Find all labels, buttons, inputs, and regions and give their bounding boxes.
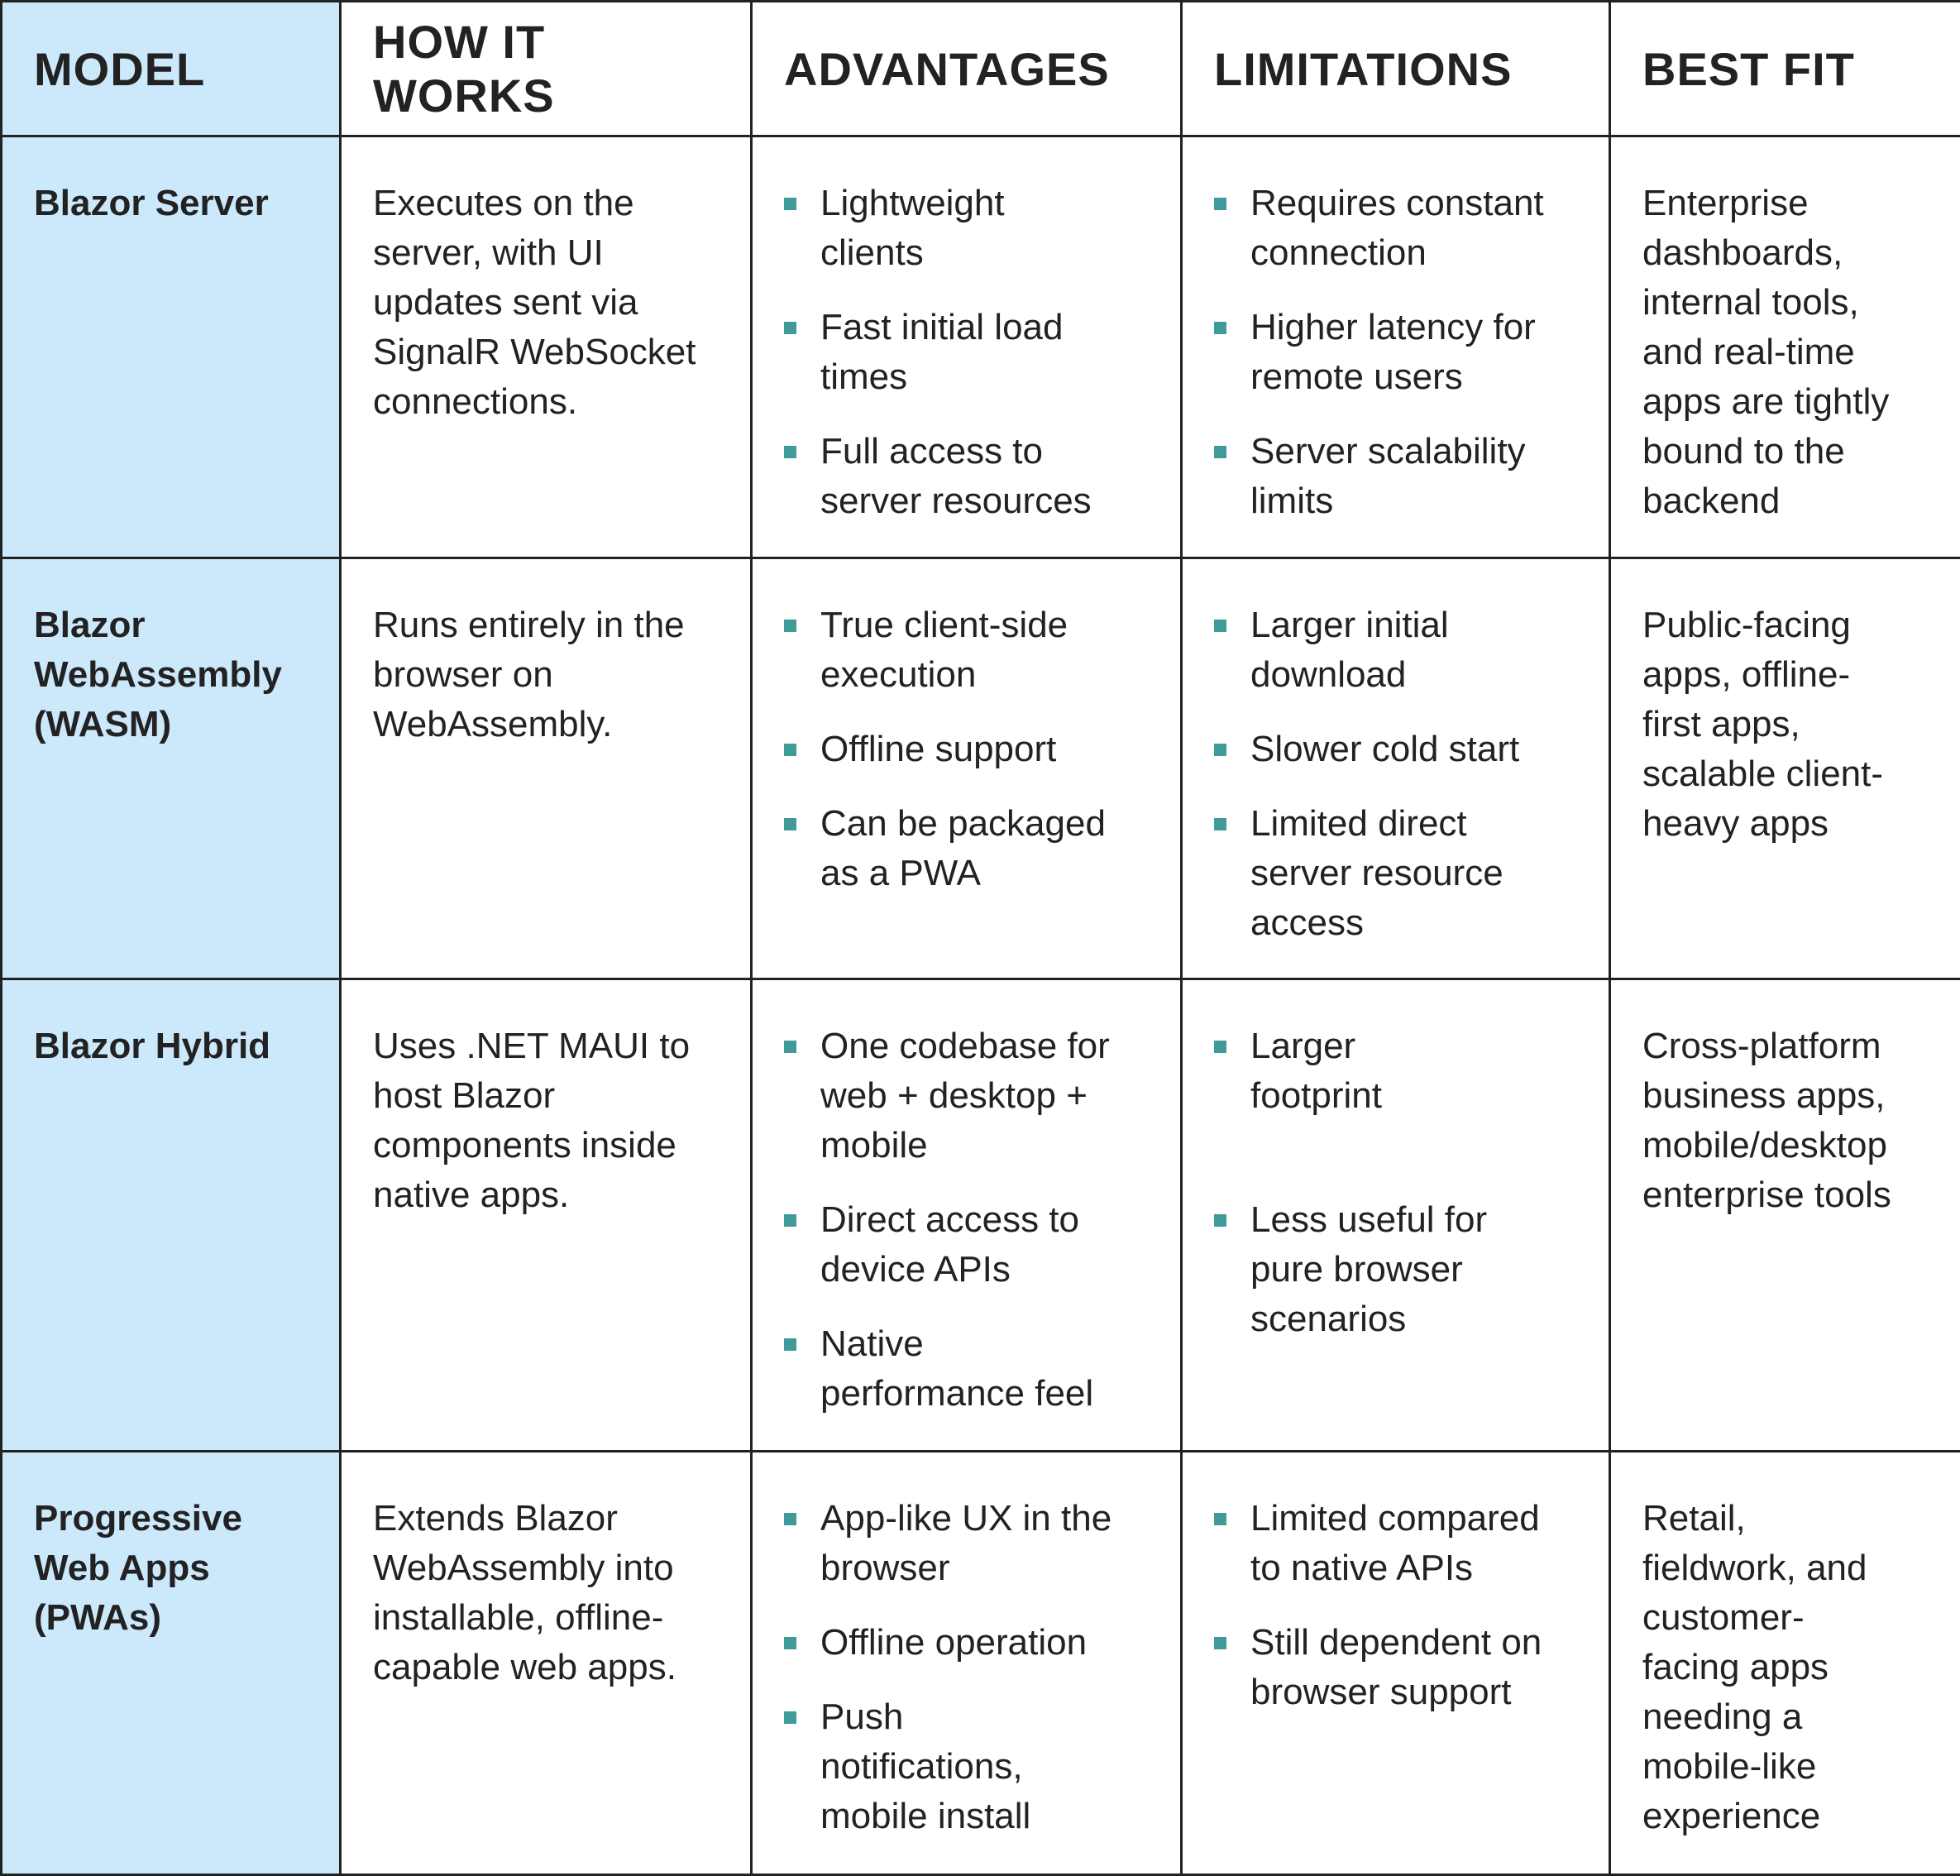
- list-item-text: One codebase for web + desktop + mobile: [820, 1026, 1110, 1165]
- list-item-text: Limited direct server resource access: [1250, 803, 1503, 943]
- how-it-works-cell: Runs entirely in the browser on WebAssembly.: [341, 558, 752, 979]
- bullet-square-icon: [784, 446, 796, 458]
- list-item-text: Slower cold start: [1250, 729, 1519, 769]
- bullet-square-icon: [1214, 1637, 1226, 1649]
- list-item: [1214, 303, 1584, 402]
- list-item-text: Full access to server resources: [820, 431, 1092, 521]
- best-fit-cell: Cross-platform business apps, mobile/desktop enterprise tools: [1610, 979, 1960, 1452]
- list-item: [1214, 1618, 1584, 1717]
- header-model: MODEL: [2, 2, 341, 136]
- header-advantages: ADVANTAGES: [752, 2, 1182, 136]
- advantages-list: [784, 179, 1155, 526]
- bullet-square-icon: [784, 620, 796, 632]
- bullet-square-icon: [1214, 198, 1226, 210]
- header-row: [2, 2, 1960, 136]
- model-cell: Blazor Hybrid: [2, 979, 341, 1452]
- list-item-text: True client-side execution: [820, 605, 1068, 695]
- bullet-square-icon: [1214, 322, 1226, 334]
- list-item: [784, 1319, 1155, 1419]
- best-fit-cell: Retail, fieldwork, and customer- facing apps needing a mobile-like experience: [1610, 1452, 1960, 1875]
- list-item: [1214, 427, 1584, 526]
- model-cell: Blazor WebAssembly (WASM): [2, 558, 341, 979]
- bullet-square-icon: [784, 818, 796, 830]
- bullet-square-icon: [784, 1711, 796, 1724]
- limitations-list: [1214, 1494, 1584, 1717]
- table-row: [2, 1452, 1960, 1875]
- list-item: [784, 1494, 1155, 1593]
- limitations-cell: [1182, 979, 1610, 1452]
- limitations-cell: [1182, 136, 1610, 558]
- header-how-it-works: HOW IT WORKS: [341, 2, 752, 136]
- list-item-text: Offline operation: [820, 1622, 1087, 1663]
- bullet-square-icon: [784, 1214, 796, 1227]
- bullet-square-icon: [784, 1338, 796, 1351]
- best-fit-cell: Public-facing apps, offline- first apps, scalable client- heavy apps: [1610, 558, 1960, 979]
- table-row: [2, 558, 1960, 979]
- advantages-list: [784, 601, 1155, 898]
- bullet-square-icon: [1214, 1041, 1226, 1053]
- bullet-square-icon: [784, 1513, 796, 1525]
- model-cell: Progressive Web Apps (PWAs): [2, 1452, 341, 1875]
- list-item-text: Larger initial download: [1250, 605, 1449, 695]
- list-item: [784, 427, 1155, 526]
- bullet-square-icon: [784, 198, 796, 210]
- list-item: [784, 179, 1155, 278]
- advantages-cell: [752, 558, 1182, 979]
- limitations-list: [1214, 601, 1584, 948]
- list-item: [784, 1618, 1155, 1668]
- list-item: [1214, 725, 1584, 774]
- header-limitations: LIMITATIONS: [1182, 2, 1610, 136]
- list-item: [784, 1692, 1155, 1841]
- bullet-square-icon: [784, 322, 796, 334]
- limitations-list: [1214, 179, 1584, 526]
- advantages-cell: [752, 136, 1182, 558]
- bullet-square-icon: [1214, 818, 1226, 830]
- table-row: [2, 979, 1960, 1452]
- list-item-text: Push notifications, mobile install: [820, 1697, 1030, 1836]
- bullet-square-icon: [1214, 744, 1226, 756]
- list-item-text: Still dependent on browser support: [1250, 1622, 1542, 1712]
- how-it-works-cell: Executes on the server, with UI updates sent via SignalR WebSocket connections.: [341, 136, 752, 558]
- list-item-text: Native performance feel: [820, 1323, 1093, 1414]
- list-item: [784, 725, 1155, 774]
- bullet-square-icon: [1214, 620, 1226, 632]
- advantages-list: [784, 1022, 1155, 1419]
- bullet-square-icon: [784, 1041, 796, 1053]
- bullet-square-icon: [1214, 446, 1226, 458]
- advantages-cell: [752, 1452, 1182, 1875]
- bullet-square-icon: [1214, 1513, 1226, 1525]
- list-item-text: App-like UX in the browser: [820, 1498, 1111, 1588]
- limitations-cell: [1182, 558, 1610, 979]
- list-item: [1214, 601, 1584, 700]
- list-item-text: Direct access to device APIs: [820, 1199, 1079, 1290]
- limitations-list: [1214, 1022, 1584, 1344]
- table-row: [2, 136, 1960, 558]
- list-item: [784, 303, 1155, 402]
- list-item: [784, 799, 1155, 898]
- list-item-text: Fast initial load times: [820, 307, 1063, 397]
- model-cell: Blazor Server: [2, 136, 341, 558]
- list-item: [1214, 1022, 1584, 1121]
- list-item-text: Limited compared to native APIs: [1250, 1498, 1540, 1588]
- list-item: [1214, 1494, 1584, 1593]
- list-item: [1214, 799, 1584, 948]
- list-item-text: Offline support: [820, 729, 1056, 769]
- bullet-square-icon: [784, 1637, 796, 1649]
- list-item-text: Can be packaged as a PWA: [820, 803, 1106, 893]
- list-item: [784, 601, 1155, 700]
- advantages-list: [784, 1494, 1155, 1841]
- list-item-text: Lightweight clients: [820, 183, 1005, 273]
- best-fit-cell: Enterprise dashboards, internal tools, and real-time apps are tightly bound to the backend: [1610, 136, 1960, 558]
- advantages-cell: [752, 979, 1182, 1452]
- limitations-cell: [1182, 1452, 1610, 1875]
- bullet-square-icon: [784, 744, 796, 756]
- how-it-works-cell: Extends Blazor WebAssembly into installable, offline- capable web apps.: [341, 1452, 752, 1875]
- list-item: [784, 1195, 1155, 1295]
- list-item-text: Higher latency for remote users: [1250, 307, 1536, 397]
- list-item: [784, 1022, 1155, 1170]
- how-it-works-cell: Uses .NET MAUI to host Blazor components inside native apps.: [341, 979, 752, 1452]
- list-item-text: Less useful for pure browser scenarios: [1250, 1199, 1487, 1339]
- list-item-text: Larger footprint: [1250, 1026, 1382, 1116]
- list-item: [1214, 179, 1584, 278]
- header-best-fit: BEST FIT: [1610, 2, 1960, 136]
- list-item-text: Server scalability limits: [1250, 431, 1526, 521]
- list-item-text: Requires constant connection: [1250, 183, 1544, 273]
- bullet-square-icon: [1214, 1214, 1226, 1227]
- list-item: [1214, 1195, 1584, 1344]
